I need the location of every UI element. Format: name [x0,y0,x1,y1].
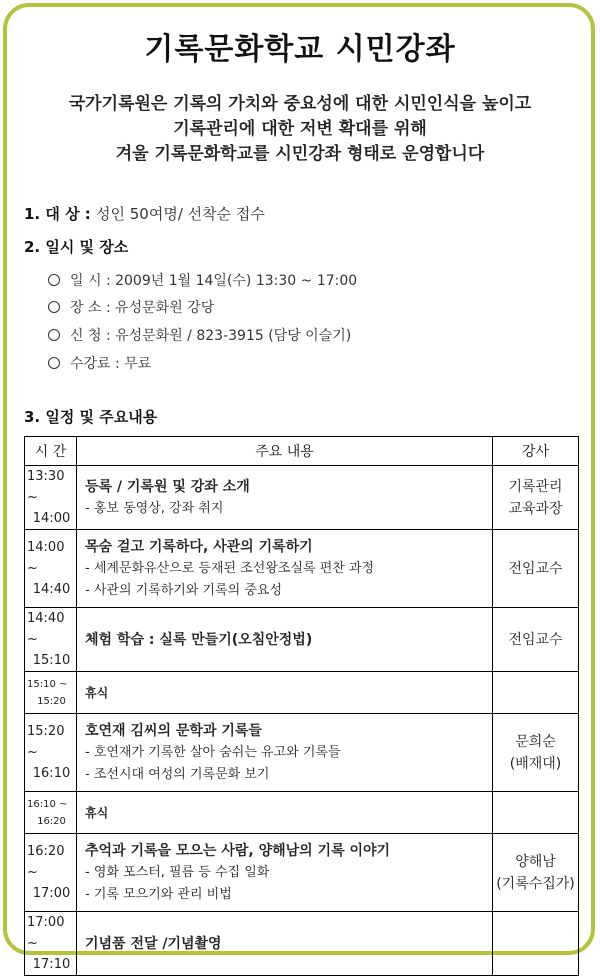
time-cell: 16:20 ~ 17:00 [25,834,77,912]
table-row [25,466,579,530]
table-header-row [25,437,579,466]
intro-line: 국가기록원은 기록의 가치와 중요성에 대한 시민인식을 높이고 [68,94,532,114]
time-cell: 15:20 ~ 16:10 [25,714,77,792]
header-lecturer: 강사 [493,437,579,466]
table-row [25,834,579,912]
info-item-place: 장 소 : 유성문화원 강당 [48,297,214,317]
info-item-application: 신 청 : 유성문화원 / 823-3915 (담당 이슬기) [48,325,351,345]
lecturer-cell [493,912,579,976]
time-cell: 13:30 ~ 14:00 [25,466,77,530]
circle-bullet-icon [48,301,60,313]
header-content: 주요 내용 [77,437,493,466]
time-cell: 15:10 ~ 15:20 [25,672,77,714]
content-cell: 등록 / 기록원 및 강좌 소개 - 홍보 동영상, 강좌 취지 [77,466,493,530]
table-row [25,672,579,714]
table-row [25,530,579,608]
time-cell: 14:40 ~ 15:10 [25,608,77,672]
table-row [25,792,579,834]
content-cell: 체험 학습 : 실록 만들기(오침안정법) [77,608,493,672]
table-row [25,608,579,672]
schedule-table [24,436,579,976]
lecturer-cell [493,792,579,834]
content-cell: 호연재 김씨의 문학과 기록들 - 호연재가 기록한 살아 숨쉬는 유고와 기록들 - 조선시대 여성의 기록문화 보기 [77,714,493,792]
info-item-datetime: 일 시 : 2009년 1월 14일(수) 13:30 ~ 17:00 [48,270,357,290]
lecturer-cell [493,672,579,714]
intro-line: 기록관리에 대한 저변 확대를 위해 [173,119,427,139]
intro-text [0,92,600,167]
header-time: 시 간 [25,437,77,466]
page-title: 기록문화학교 시민강좌 [144,32,456,67]
section-schedule-heading: 3. 일정 및 주요내용 [24,408,158,426]
lecturer-cell: 문희순 (배재대) [493,714,579,792]
content-cell: 휴식 [77,672,493,714]
intro-line: 겨울 기록문화학교를 시민강좌 형태로 운영합니다 [115,144,485,164]
section-target [24,203,265,224]
circle-bullet-icon [48,329,60,341]
time-cell: 16:10 ~ 16:20 [25,792,77,834]
table-row [25,912,579,976]
lecturer-cell: 양해남 (기록수집가) [493,834,579,912]
content-cell: 휴식 [77,792,493,834]
section-target-label: 1. 대 상 : [24,205,91,223]
section-target-value: 성인 50여명/ 선착순 접수 [96,205,265,223]
lecturer-cell: 전임교수 [493,530,579,608]
time-cell: 14:00 ~ 14:40 [25,530,77,608]
section-datetime-heading: 2. 일시 및 장소 [24,238,129,256]
circle-bullet-icon [48,274,60,286]
content-cell: 목숨 걸고 기록하다, 사관의 기록하기 - 세계문화유산으로 등재된 조선왕조실록 편찬 과정 - 사관의 기록하기와 기록의 중요성 [77,530,493,608]
table-row [25,714,579,792]
lecturer-cell: 기록관리 교육과장 [493,466,579,530]
time-cell: 17:00 ~ 17:10 [25,912,77,976]
content-cell: 기념품 전달 /기념촬영 [77,912,493,976]
circle-bullet-icon [48,357,60,369]
content-cell: 추억과 기록을 모으는 사람, 양해남의 기록 이야기 - 영화 포스터, 필름 등 수집 일화 - 기록 모으기와 관리 비법 [77,834,493,912]
lecturer-cell: 전임교수 [493,608,579,672]
info-item-fee: 수강료 : 무료 [48,353,151,373]
